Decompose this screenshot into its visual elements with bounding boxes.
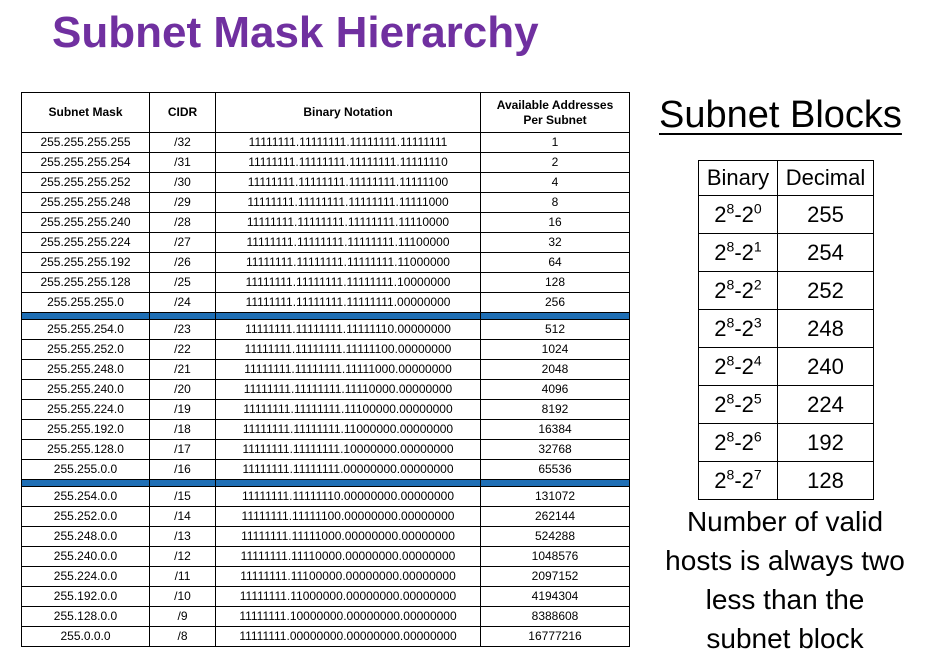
subnet-mask-cell: 255.255.255.128: [22, 273, 150, 293]
expression-base: 2: [714, 467, 727, 493]
subnet-mask-cell: 255.192.0.0: [22, 587, 150, 607]
table-row: [22, 293, 630, 313]
blocks-row: [699, 196, 874, 234]
cidr-cell: /18: [150, 420, 216, 440]
available-addresses-cell: 256: [481, 293, 630, 313]
cidr-cell: /13: [150, 527, 216, 547]
expression-base-exponent: 8: [726, 238, 735, 255]
cidr-cell: /22: [150, 340, 216, 360]
table-row: [22, 487, 630, 507]
table-row: [22, 233, 630, 253]
table-row: [22, 153, 630, 173]
cidr-cell: /28: [150, 213, 216, 233]
group-separator: [22, 313, 630, 320]
available-addresses-cell: 16777216: [481, 627, 630, 647]
available-addresses-cell: 524288: [481, 527, 630, 547]
table-body: [22, 133, 630, 647]
binary-notation-cell: 11111111.11111111.10000000.00000000: [216, 440, 481, 460]
binary-notation-cell: 11111111.11111111.11111111.11111100: [216, 173, 481, 193]
cidr-cell: /9: [150, 607, 216, 627]
binary-notation-cell: 11111111.11111111.11000000.00000000: [216, 420, 481, 440]
expression-base-exponent: 8: [726, 314, 735, 331]
cidr-cell: /17: [150, 440, 216, 460]
decimal-cell: 240: [778, 348, 874, 386]
available-addresses-cell: 16: [481, 213, 630, 233]
cidr-cell: /30: [150, 173, 216, 193]
table-row: [22, 527, 630, 547]
expression-exponent: 7: [753, 466, 762, 483]
available-addresses-cell: 2097152: [481, 567, 630, 587]
cidr-cell: /14: [150, 507, 216, 527]
cidr-cell: /32: [150, 133, 216, 153]
cidr-cell: /12: [150, 547, 216, 567]
valid-hosts-note: [650, 502, 920, 658]
table-row: [22, 253, 630, 273]
subnet-mask-cell: 255.255.192.0: [22, 420, 150, 440]
cidr-cell: /25: [150, 273, 216, 293]
table-row: [22, 507, 630, 527]
binary-notation-cell: 11111111.11111111.11111111.11100000: [216, 233, 481, 253]
table-row: [22, 193, 630, 213]
binary-expression-cell: [699, 272, 778, 310]
group-separator: [22, 480, 630, 487]
decimal-cell: 255: [778, 196, 874, 234]
table-row: [22, 133, 630, 153]
expression-base: 2: [714, 239, 727, 265]
expression-minus: -2: [734, 277, 754, 303]
subnet-mask-table: [21, 92, 630, 647]
cidr-cell: /26: [150, 253, 216, 273]
decimal-cell: 128: [778, 462, 874, 500]
available-addresses-cell: 4: [481, 173, 630, 193]
table-row: [22, 420, 630, 440]
binary-notation-cell: 11111111.11111111.11111111.11110000: [216, 213, 481, 233]
separator-cell: [150, 313, 216, 320]
separator-cell: [22, 313, 150, 320]
expression-base: 2: [714, 353, 727, 379]
separator-cell: [216, 480, 481, 487]
cidr-cell: /8: [150, 627, 216, 647]
expression-base-exponent: 8: [726, 352, 735, 369]
expression-minus: -2: [734, 467, 754, 493]
available-addresses-cell: 131072: [481, 487, 630, 507]
header-available-addresses: [481, 93, 630, 133]
subnet-mask-cell: 255.0.0.0: [22, 627, 150, 647]
expression-base: 2: [714, 429, 727, 455]
subnet-mask-cell: 255.255.255.0: [22, 293, 150, 313]
available-addresses-cell: 2: [481, 153, 630, 173]
table-row: [22, 440, 630, 460]
binary-notation-cell: 11111111.11111111.11111110.00000000: [216, 320, 481, 340]
available-addresses-cell: 1024: [481, 340, 630, 360]
expression-exponent: 5: [753, 390, 762, 407]
expression-minus: -2: [734, 391, 754, 417]
available-addresses-cell: 4194304: [481, 587, 630, 607]
decimal-cell: 254: [778, 234, 874, 272]
subnet-mask-cell: 255.224.0.0: [22, 567, 150, 587]
table-row: [22, 627, 630, 647]
note-line-1: Number of valid: [686, 506, 884, 537]
separator-cell: [481, 313, 630, 320]
subnet-mask-cell: 255.255.255.224: [22, 233, 150, 253]
blocks-header-row: [699, 161, 874, 196]
note-line-4: subnet block: [706, 623, 864, 654]
cidr-cell: /15: [150, 487, 216, 507]
binary-notation-cell: 11111111.11111111.11111111.11111110: [216, 153, 481, 173]
cidr-cell: /31: [150, 153, 216, 173]
header-available-addresses-line2: Per Subnet: [523, 112, 587, 127]
binary-notation-cell: 11111111.11111111.11110000.00000000: [216, 380, 481, 400]
separator-cell: [22, 480, 150, 487]
expression-minus: -2: [734, 315, 754, 341]
table-row: [22, 547, 630, 567]
table-row: [22, 460, 630, 480]
available-addresses-cell: 262144: [481, 507, 630, 527]
binary-expression-cell: [699, 348, 778, 386]
table-row: [22, 567, 630, 587]
binary-expression-cell: [699, 310, 778, 348]
available-addresses-cell: 1048576: [481, 547, 630, 567]
subnet-mask-cell: 255.255.0.0: [22, 460, 150, 480]
expression-base-exponent: 8: [726, 276, 735, 293]
binary-expression-cell: [699, 234, 778, 272]
subnet-mask-cell: 255.255.255.240: [22, 213, 150, 233]
blocks-row: [699, 234, 874, 272]
expression-base: 2: [714, 391, 727, 417]
subnet-mask-cell: 255.128.0.0: [22, 607, 150, 627]
subnet-mask-cell: 255.255.128.0: [22, 440, 150, 460]
available-addresses-cell: 8192: [481, 400, 630, 420]
table-row: [22, 400, 630, 420]
table-header-row: [22, 93, 630, 133]
binary-notation-cell: 11111111.10000000.00000000.00000000: [216, 607, 481, 627]
subnet-mask-cell: 255.255.252.0: [22, 340, 150, 360]
table-row: [22, 273, 630, 293]
subnet-mask-cell: 255.255.254.0: [22, 320, 150, 340]
available-addresses-cell: 128: [481, 273, 630, 293]
binary-expression-cell: [699, 386, 778, 424]
expression-minus: -2: [734, 429, 754, 455]
binary-notation-cell: 11111111.11110000.00000000.00000000: [216, 547, 481, 567]
header-binary-notation: Binary Notation: [216, 93, 481, 133]
binary-notation-cell: 11111111.11111111.11111111.11000000: [216, 253, 481, 273]
note-line-3: less than the: [705, 584, 865, 615]
blocks-row: [699, 462, 874, 500]
binary-expression-cell: [699, 462, 778, 500]
subnet-blocks-table: [698, 160, 874, 500]
available-addresses-cell: 2048: [481, 360, 630, 380]
binary-notation-cell: 11111111.11100000.00000000.00000000: [216, 567, 481, 587]
blocks-row: [699, 272, 874, 310]
table-row: [22, 587, 630, 607]
expression-minus: -2: [734, 201, 754, 227]
subnet-mask-cell: 255.252.0.0: [22, 507, 150, 527]
blocks-row: [699, 424, 874, 462]
cidr-cell: /29: [150, 193, 216, 213]
expression-base: 2: [714, 277, 727, 303]
blocks-header-decimal: Decimal: [778, 161, 874, 196]
subnet-mask-cell: 255.254.0.0: [22, 487, 150, 507]
expression-exponent: 1: [753, 238, 762, 255]
available-addresses-cell: 512: [481, 320, 630, 340]
binary-notation-cell: 11111111.11111111.11100000.00000000: [216, 400, 481, 420]
binary-notation-cell: 11111111.11111110.00000000.00000000: [216, 487, 481, 507]
note-line-2: hosts is always two: [665, 545, 905, 576]
subnet-mask-cell: 255.255.240.0: [22, 380, 150, 400]
binary-notation-cell: 11111111.11111111.11111000.00000000: [216, 360, 481, 380]
decimal-cell: 224: [778, 386, 874, 424]
expression-base-exponent: 8: [726, 200, 735, 217]
binary-notation-cell: 11111111.11111111.11111111.00000000: [216, 293, 481, 313]
separator-cell: [150, 480, 216, 487]
table-row: [22, 607, 630, 627]
expression-minus: -2: [734, 353, 754, 379]
cidr-cell: /21: [150, 360, 216, 380]
available-addresses-cell: 65536: [481, 460, 630, 480]
decimal-cell: 192: [778, 424, 874, 462]
expression-base: 2: [714, 201, 727, 227]
binary-notation-cell: 11111111.11111100.00000000.00000000: [216, 507, 481, 527]
available-addresses-cell: 1: [481, 133, 630, 153]
available-addresses-cell: 32: [481, 233, 630, 253]
available-addresses-cell: 64: [481, 253, 630, 273]
table-row: [22, 320, 630, 340]
cidr-cell: /19: [150, 400, 216, 420]
available-addresses-cell: 32768: [481, 440, 630, 460]
available-addresses-cell: 8: [481, 193, 630, 213]
cidr-cell: /20: [150, 380, 216, 400]
cidr-cell: /10: [150, 587, 216, 607]
subnet-mask-cell: 255.255.255.252: [22, 173, 150, 193]
expression-exponent: 4: [753, 352, 762, 369]
binary-notation-cell: 11111111.11000000.00000000.00000000: [216, 587, 481, 607]
separator-cell: [481, 480, 630, 487]
binary-notation-cell: 11111111.11111111.11111111.10000000: [216, 273, 481, 293]
expression-exponent: 6: [753, 428, 762, 445]
blocks-row: [699, 386, 874, 424]
table-row: [22, 360, 630, 380]
table-row: [22, 173, 630, 193]
binary-expression-cell: [699, 424, 778, 462]
binary-notation-cell: 11111111.11111111.11111100.00000000: [216, 340, 481, 360]
blocks-row: [699, 348, 874, 386]
subnet-mask-cell: 255.255.255.255: [22, 133, 150, 153]
decimal-cell: 248: [778, 310, 874, 348]
table-row: [22, 213, 630, 233]
page-title: Subnet Mask Hierarchy: [52, 8, 539, 57]
expression-minus: -2: [734, 239, 754, 265]
blocks-header-binary: Binary: [699, 161, 778, 196]
subnet-mask-cell: 255.255.255.254: [22, 153, 150, 173]
separator-cell: [216, 313, 481, 320]
subnet-mask-cell: 255.255.248.0: [22, 360, 150, 380]
available-addresses-cell: 4096: [481, 380, 630, 400]
subnet-mask-cell: 255.255.255.192: [22, 253, 150, 273]
subnet-blocks-title: Subnet Blocks: [659, 94, 902, 136]
binary-notation-cell: 11111111.11111000.00000000.00000000: [216, 527, 481, 547]
header-cidr: CIDR: [150, 93, 216, 133]
cidr-cell: /16: [150, 460, 216, 480]
header-subnet-mask: Subnet Mask: [22, 93, 150, 133]
expression-base-exponent: 8: [726, 466, 735, 483]
subnet-mask-cell: 255.248.0.0: [22, 527, 150, 547]
binary-notation-cell: 11111111.11111111.11111111.11111000: [216, 193, 481, 213]
subnet-mask-cell: 255.240.0.0: [22, 547, 150, 567]
decimal-cell: 252: [778, 272, 874, 310]
binary-notation-cell: 11111111.11111111.00000000.00000000: [216, 460, 481, 480]
binary-expression-cell: [699, 196, 778, 234]
table-row: [22, 340, 630, 360]
blocks-body: [699, 196, 874, 500]
expression-exponent: 0: [753, 200, 762, 217]
cidr-cell: /11: [150, 567, 216, 587]
subnet-mask-cell: 255.255.255.248: [22, 193, 150, 213]
subnet-mask-cell: 255.255.224.0: [22, 400, 150, 420]
available-addresses-cell: 16384: [481, 420, 630, 440]
available-addresses-cell: 8388608: [481, 607, 630, 627]
expression-base-exponent: 8: [726, 428, 735, 445]
table-row: [22, 380, 630, 400]
blocks-row: [699, 310, 874, 348]
header-available-addresses-line1: Available Addresses: [496, 97, 614, 112]
expression-exponent: 3: [753, 314, 762, 331]
binary-notation-cell: 11111111.11111111.11111111.11111111: [216, 133, 481, 153]
expression-base-exponent: 8: [726, 390, 735, 407]
cidr-cell: /27: [150, 233, 216, 253]
expression-exponent: 2: [753, 276, 762, 293]
cidr-cell: /23: [150, 320, 216, 340]
binary-notation-cell: 11111111.00000000.00000000.00000000: [216, 627, 481, 647]
expression-base: 2: [714, 315, 727, 341]
cidr-cell: /24: [150, 293, 216, 313]
